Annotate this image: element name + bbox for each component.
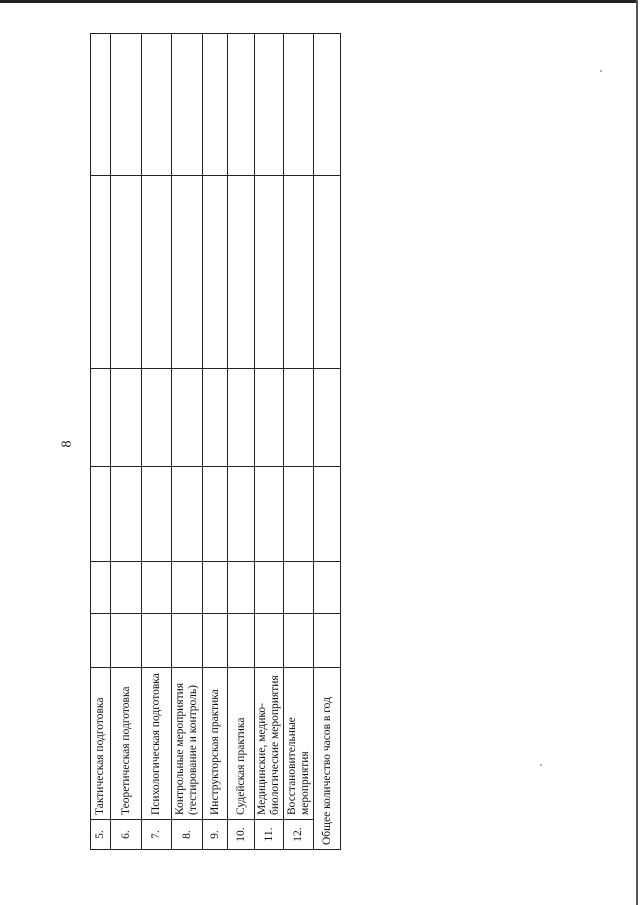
table-cell	[172, 176, 203, 369]
table-cell	[91, 614, 111, 668]
table-cell	[314, 369, 341, 467]
training-hours-table-wrapper	[90, 34, 333, 850]
table-cell	[142, 614, 172, 668]
table-cell	[172, 562, 203, 614]
scan-speck	[600, 70, 602, 72]
table-cell	[228, 369, 255, 467]
table-cell	[284, 34, 314, 176]
row-number: 7.	[142, 820, 172, 850]
table-cell	[228, 467, 255, 562]
table-row	[284, 34, 314, 850]
row-number: 11.	[255, 820, 284, 850]
table-row	[255, 34, 284, 850]
table-cell	[142, 562, 172, 614]
training-hours-table	[90, 33, 341, 850]
table-cell	[284, 369, 314, 467]
table-cell	[111, 562, 142, 614]
row-label: Тактическая подготовка	[91, 668, 111, 820]
table-cell	[111, 467, 142, 562]
table-cell	[91, 369, 111, 467]
table-cell	[172, 34, 203, 176]
table-cell	[142, 467, 172, 562]
total-row-label: Общее количество часов в год	[314, 668, 341, 850]
table-cell	[255, 369, 284, 467]
table-cell	[284, 467, 314, 562]
row-number: 5.	[91, 820, 111, 850]
table-cell	[228, 614, 255, 668]
table-cell	[172, 614, 203, 668]
row-label: Судейская практика	[228, 668, 255, 820]
table-row-total	[314, 34, 341, 850]
row-number: 10.	[228, 820, 255, 850]
row-number: 12.	[284, 820, 314, 850]
row-label: Восстановительные мероприятия	[284, 668, 314, 820]
table-cell	[142, 34, 172, 176]
table-cell	[228, 176, 255, 369]
table-cell	[314, 562, 341, 614]
table-row	[91, 34, 111, 850]
table-cell	[172, 369, 203, 467]
table-cell	[255, 34, 284, 176]
table-cell	[228, 34, 255, 176]
row-number: 6.	[111, 820, 142, 850]
table-cell	[314, 467, 341, 562]
table-cell	[314, 176, 341, 369]
page-number: 8	[59, 440, 75, 448]
table-cell	[111, 369, 142, 467]
row-label: Теоретическая подготовка	[111, 668, 142, 820]
row-number: 8.	[172, 820, 203, 850]
table-cell	[142, 176, 172, 369]
table-cell	[255, 176, 284, 369]
table-cell	[172, 467, 203, 562]
table-cell	[255, 614, 284, 668]
table-cell	[228, 562, 255, 614]
table-cell	[91, 34, 111, 176]
table-row	[203, 34, 228, 850]
table-cell	[314, 34, 341, 176]
table-cell	[203, 467, 228, 562]
row-label: Психологическая подготовка	[142, 668, 172, 820]
table-cell	[284, 176, 314, 369]
table-cell	[142, 369, 172, 467]
page-top-border	[0, 0, 636, 3]
table-cell	[203, 562, 228, 614]
row-number: 9.	[203, 820, 228, 850]
row-label: Инструкторская практика	[203, 668, 228, 820]
table-cell	[111, 34, 142, 176]
table-cell	[203, 369, 228, 467]
table-cell	[91, 562, 111, 614]
table-cell	[314, 614, 341, 668]
table-cell	[111, 176, 142, 369]
table-cell	[203, 176, 228, 369]
table-row	[111, 34, 142, 850]
table-cell	[255, 467, 284, 562]
table-cell	[255, 562, 284, 614]
table-cell	[111, 614, 142, 668]
table-row	[172, 34, 203, 850]
table-cell	[91, 176, 111, 369]
table-row	[228, 34, 255, 850]
table-cell	[203, 34, 228, 176]
row-label: Контрольные мероприятия (тестирование и контроль)	[172, 668, 203, 820]
table-cell	[284, 614, 314, 668]
table-cell	[284, 562, 314, 614]
scan-speck	[540, 764, 542, 766]
table-cell	[203, 614, 228, 668]
table-cell	[91, 467, 111, 562]
table-row	[142, 34, 172, 850]
page-right-border	[636, 0, 638, 905]
row-label: Медицинские, медико-биологические мероприятия	[255, 668, 284, 820]
